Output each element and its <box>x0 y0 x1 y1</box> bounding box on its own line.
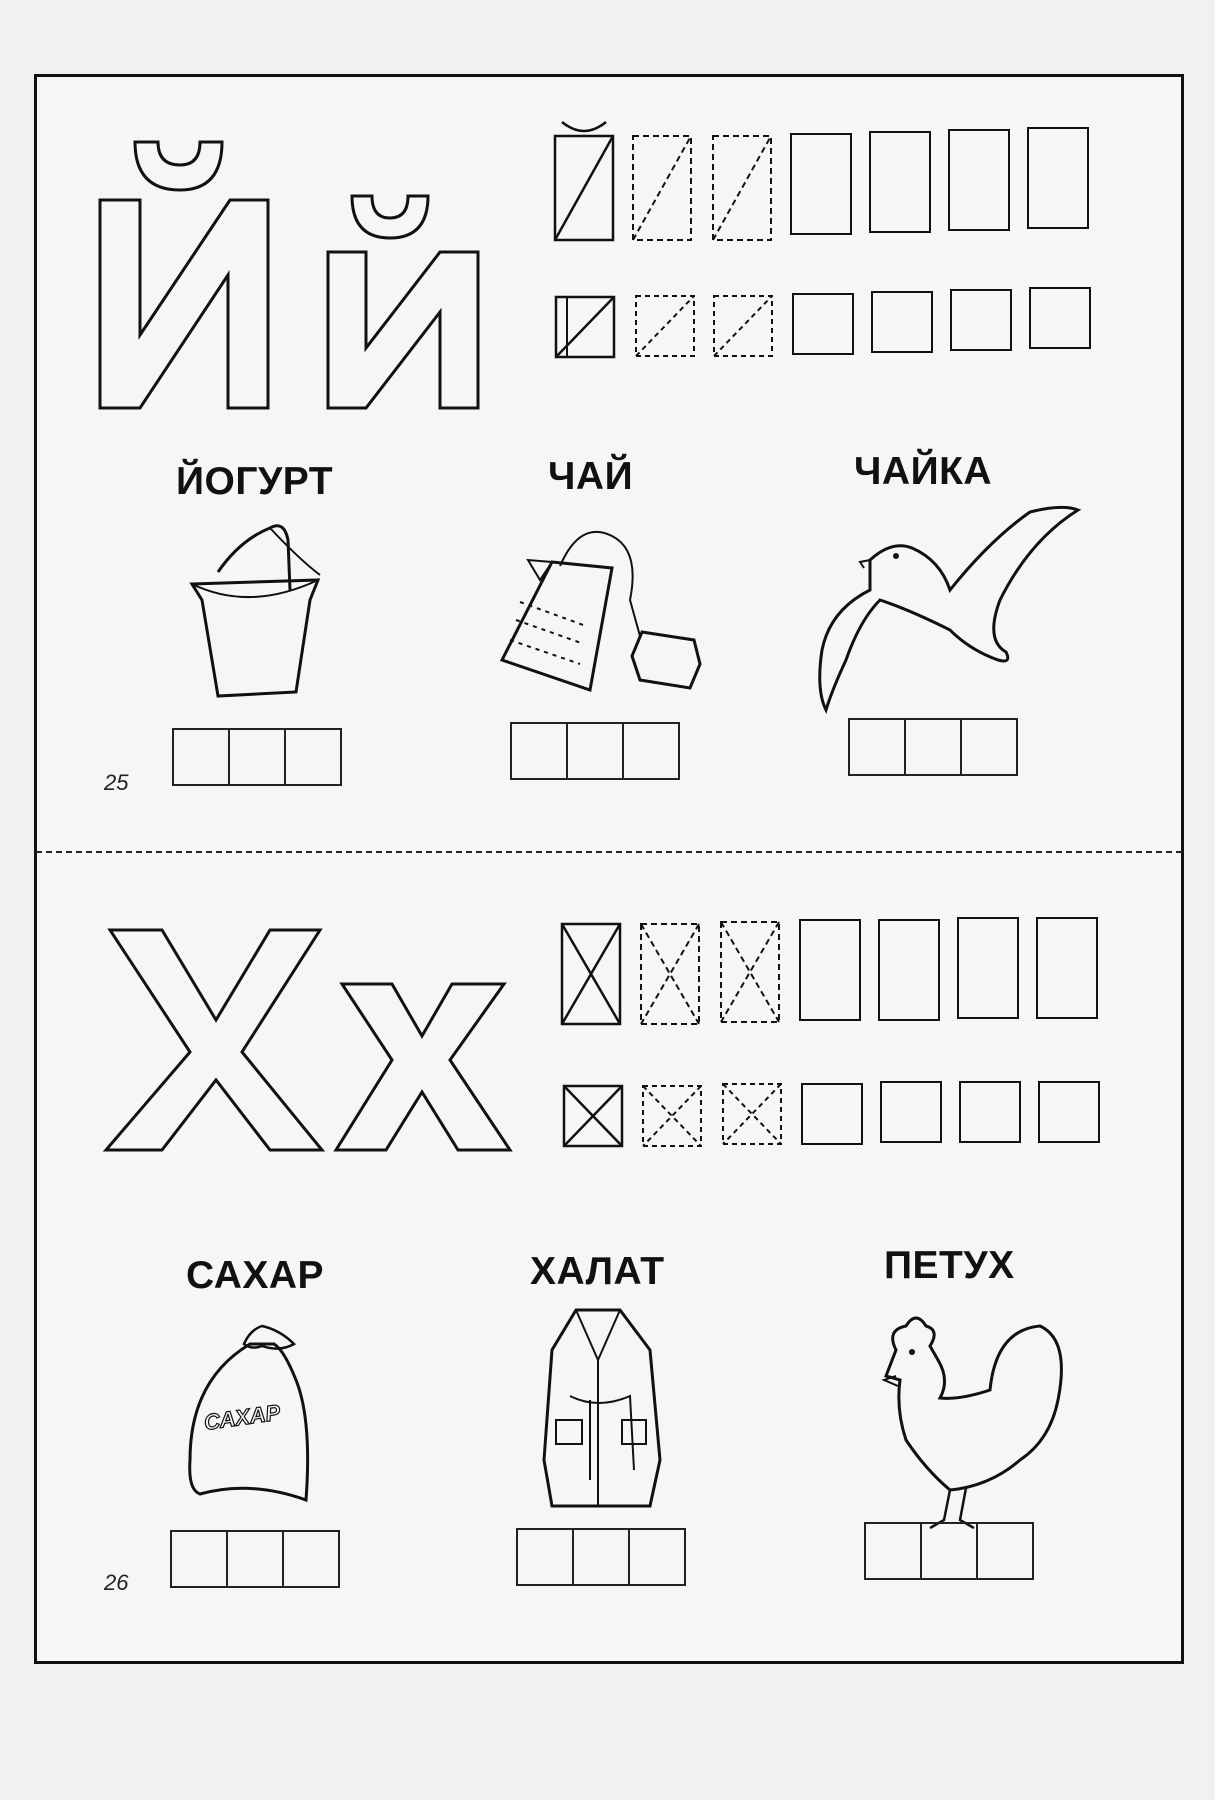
answer-cell[interactable] <box>572 1528 630 1586</box>
answer-cell[interactable] <box>976 1522 1034 1580</box>
answer-cell[interactable] <box>226 1530 284 1588</box>
word-khalat: ХАЛАТ <box>530 1250 665 1293</box>
answer-cell[interactable] <box>920 1522 978 1580</box>
word-yogurt: ЙОГУРТ <box>176 460 334 503</box>
answer-cells-petukh[interactable] <box>864 1522 1032 1580</box>
answer-cell[interactable] <box>516 1528 574 1586</box>
answer-cell[interactable] <box>864 1522 922 1580</box>
answer-cell[interactable] <box>282 1530 340 1588</box>
word-sakhar: САХАР <box>186 1254 325 1297</box>
page-number-top: 25 <box>104 770 129 795</box>
page-number-bottom: 26 <box>104 1570 129 1595</box>
word-petukh: ПЕТУХ <box>884 1244 1015 1287</box>
sack-label: САХАР <box>202 1399 282 1436</box>
answer-cells-khalat[interactable] <box>516 1528 684 1586</box>
word-chaika: ЧАЙКА <box>854 450 993 493</box>
answer-cells-sakhar[interactable] <box>170 1530 338 1588</box>
word-chai: ЧАЙ <box>548 455 634 498</box>
answer-cell[interactable] <box>628 1528 686 1586</box>
answer-cell[interactable] <box>170 1530 228 1588</box>
